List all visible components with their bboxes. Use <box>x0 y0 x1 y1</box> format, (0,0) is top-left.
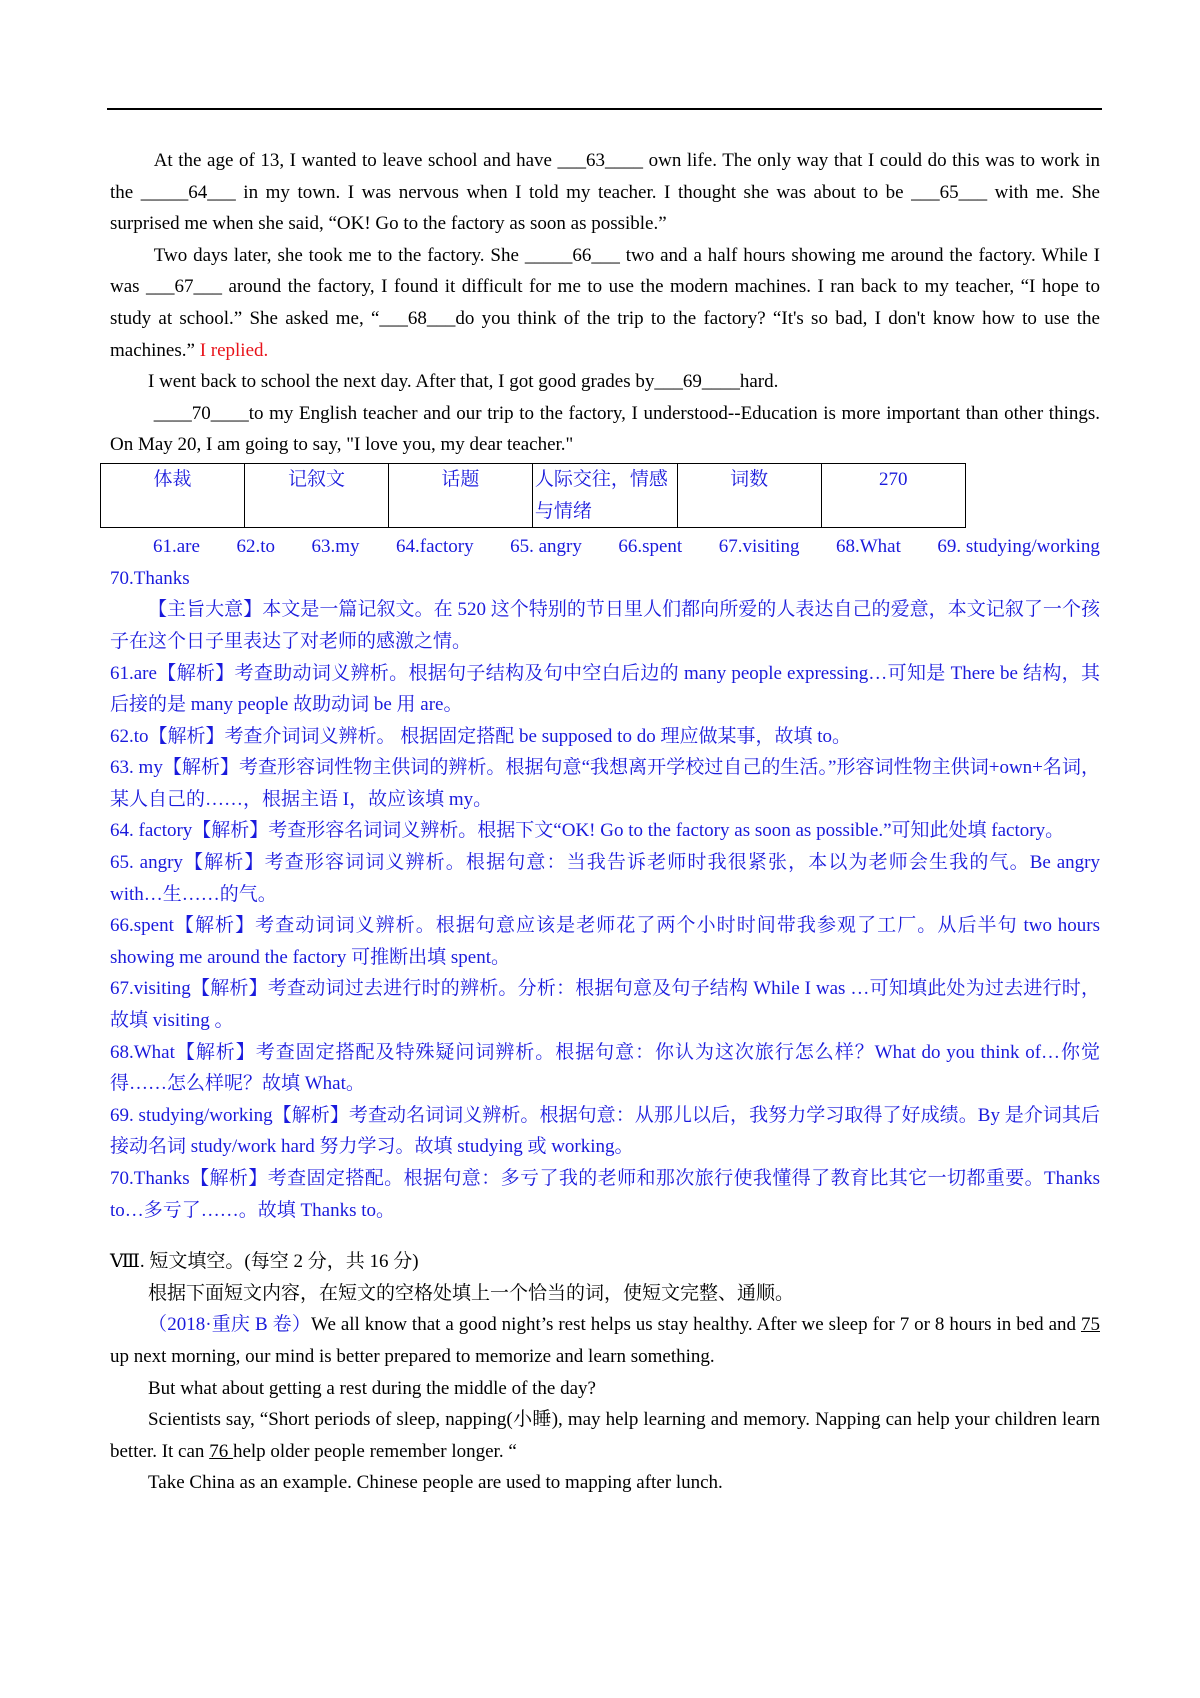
section-8-text: up next morning, our mind is better prepared to memorize and learn something. <box>110 1345 715 1367</box>
answer-item-last: 70.Thanks <box>110 567 190 589</box>
section-8-text: Scientists say, “Short periods of sleep, napping(小睡), may help learning and memory. Napping can help your children learn better. It can <box>110 1409 1100 1462</box>
section-8-text: We all know that a good night’s rest helps us stay healthy. After we sleep for 7 or 8 hours in bed and <box>311 1314 1081 1336</box>
meta-topic-value: 人际交往，情感与情绪 <box>532 463 677 527</box>
source-label: （2018·重庆 B 卷） <box>148 1314 312 1336</box>
explanation-68: 68.What【解析】考查固定搭配及特殊疑问词辨析。根据句意：你认为这次旅行怎么样？What do you think of…你觉得……怎么样呢？故填 What。 <box>110 1041 1100 1095</box>
blank-76: 76 <box>209 1440 233 1462</box>
answer-item: 65. angry <box>510 536 582 558</box>
answer-item: 68.What <box>835 536 901 558</box>
meta-wordcount-value: 270 <box>821 463 965 527</box>
section-8-heading: Ⅷ. 短文填空。(每空 2 分，共 16 分) <box>110 1251 419 1273</box>
explanation-65: 65. angry【解析】考查形容词词义辨析。根据句意：当我告诉老师时我很紧张，本以为老师会生我的气。Be angry with…生……的气。 <box>110 852 1100 905</box>
meta-topic-label: 话题 <box>388 463 532 527</box>
explanation-63: 63. my【解析】考查形容词性物主供词的辨析。根据句意“我想离开学校过自己的生活。”形容词性物主供词+own+名词，某人自己的……，根据主语 I，故应该填 my。 <box>110 757 1100 810</box>
passage-paragraph-2 <box>110 240 1100 366</box>
replied-text: I replied. <box>199 339 269 361</box>
answer-item: 64.factory <box>396 536 474 558</box>
meta-table <box>100 463 966 528</box>
answer-item: 66.spent <box>618 536 683 558</box>
answer-item: 69. studying/working <box>937 536 1100 558</box>
header-rule <box>107 108 1102 110</box>
answer-item: 61.are <box>153 536 200 558</box>
meta-genre-value: 记叙文 <box>244 463 388 527</box>
answer-item: 67.visiting <box>718 536 800 558</box>
answer-item: 63.my <box>311 536 360 558</box>
section-8-paragraph-4: Take China as an example. Chinese people are used to mapping after lunch. <box>148 1472 723 1494</box>
section-8-paragraph-3 <box>110 1404 1100 1467</box>
explanation-64: 64. factory【解析】考查形容名词词义辨析。根据下文“OK! Go to the factory as soon as possible.”可知此处填 factory。 <box>110 820 1065 842</box>
passage-paragraph-4: ____70____to my English teacher and our trip to the factory, I understood--Education is more important than other things. On May 20, I am going to say, "I love you, my dear teacher." <box>110 402 1100 456</box>
section-8-instruction: 根据下面短文内容，在短文的空格处填上一个恰当的词，使短文完整、通顺。 <box>148 1282 795 1304</box>
section-8-text: help older people remember longer. “ <box>232 1440 517 1462</box>
explanation-61: 61.are【解析】考查助动词义辨析。根据句子结构及句中空白后边的 many people expressing…可知是 There be 结构，其后接的是 many people 故助动词 be 用 are。 <box>110 662 1100 716</box>
meta-wordcount-label: 词数 <box>677 463 821 527</box>
explanation-69: 69. studying/working【解析】考查动名词词义辨析。根据句意：从那儿以后，我努力学习取得了好成绩。By 是介词其后接动名词 study/work hard 努力学习。故填 studying 或 working。 <box>110 1104 1100 1158</box>
explanation-66: 66.spent【解析】考查动词词义辨析。根据句意应该是老师花了两个小时时间带我参观了工厂。从后半句 two hours showing me around the factory 可推断出填 spent。 <box>110 915 1100 968</box>
explanation-67: 67.visiting【解析】考查动词过去进行时的辨析。分析：根据句意及句子结构 While I was …可知填此处为过去进行时，故填 visiting 。 <box>110 978 1100 1032</box>
section-gap <box>110 1226 1100 1246</box>
answer-key <box>110 531 1100 563</box>
meta-table-row <box>101 463 966 527</box>
section-8-paragraph-1 <box>110 1309 1100 1372</box>
explanation-62: 62.to【解析】考查介词词义辨析。 根据固定搭配 be supposed to do 理应做某事，故填 to。 <box>110 725 851 747</box>
summary-paragraph: 【主旨大意】本文是一篇记叙文。在 520 这个特别的节日里人们都向所爱的人表达自己的爱意，本文记叙了一个孩子在这个日子里表达了对老师的感激之情。 <box>110 599 1100 652</box>
passage-paragraph-1: At the age of 13, I wanted to leave school and have ___63____ own life. The only way that I could do this was to work in the _____64___ in my town. I was nervous when I told my teacher. I thought she was about to be ___65___ with me. She surprised me when she said, “OK! Go to the factory as soon as possible.” <box>110 150 1100 235</box>
passage-paragraph-3: I went back to school the next day. After that, I got good grades by___69____hard. <box>148 371 779 393</box>
meta-genre-label: 体裁 <box>101 463 245 527</box>
document-body <box>110 145 1100 1499</box>
explanation-70: 70.Thanks【解析】考查固定搭配。根据句意：多亏了我的老师和那次旅行使我懂得了教育比其它一切都重要。Thanks to…多亏了……。故填 Thanks to。 <box>110 1168 1100 1221</box>
passage-paragraph-2-text: Two days later, she took me to the factory. She _____66___ two and a half hours showing me around the factory. While I was ___67___ around the factory, I found it difficult for me to use the modern machines. I ran back to my teacher, “I hope to study at school.” She asked me, “___68___do you think of the trip to the factory? “It's so bad, I don't know how to use the machines.” <box>110 244 1100 361</box>
blank-75: 75 <box>1080 1314 1100 1336</box>
section-8-paragraph-2: But what about getting a rest during the middle of the day? <box>148 1377 596 1399</box>
answer-item: 62.to <box>236 536 275 558</box>
